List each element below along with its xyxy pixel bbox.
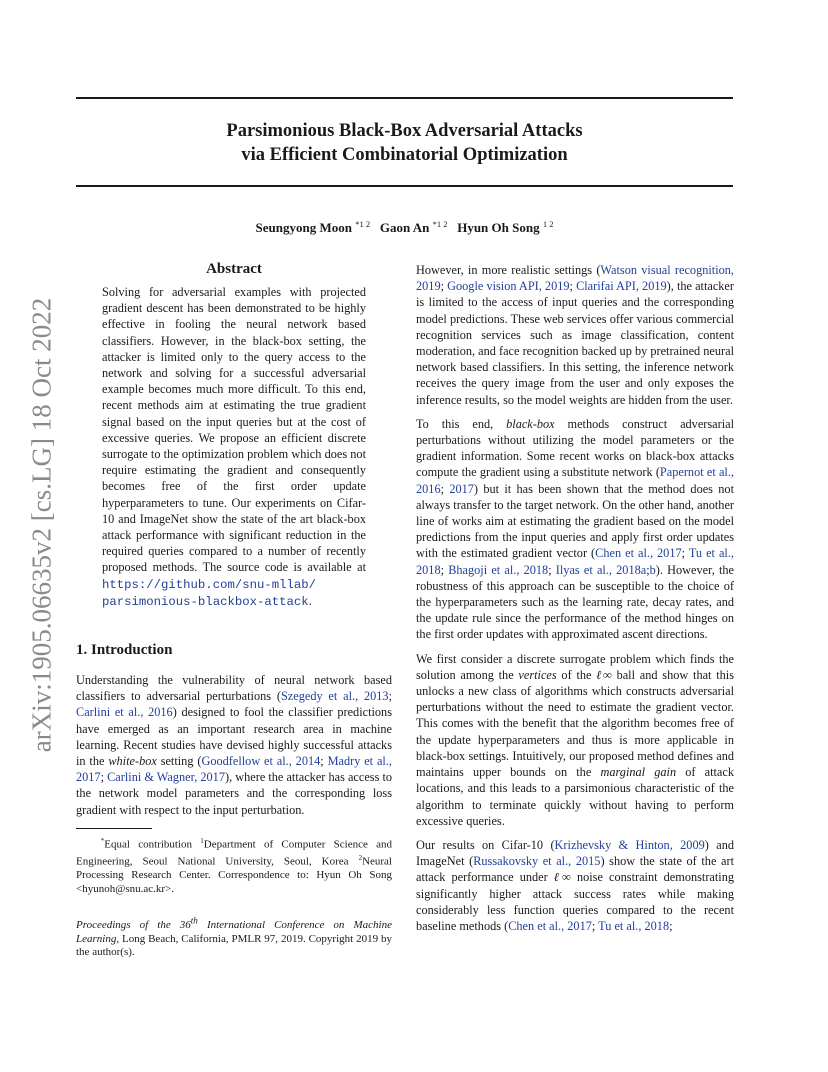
citation-link[interactable]: Carlini & Wagner, 2017 [107, 770, 225, 785]
paragraph-results: Our results on Cifar-10 (Krizhevsky & Hinton, 2009) and ImageNet (Russakovsky et al., 2015) show the state of the art attack performance under ℓ∞ noise constraint demonstrating significantly higher attack success rates while making considerably less function queries compared to the recent baseline methods (Chen et al., 2017; Tu et al., 2018; [416, 837, 735, 933]
title-line-1: Parsimonious Black-Box Adversarial Attacks [226, 121, 583, 141]
author-name: Gaon An [379, 220, 430, 235]
citation-link[interactable]: Goodfellow et al., 2014 [201, 754, 321, 769]
author-marks: *1 2 [432, 219, 448, 229]
footnote: *Equal contribution $^1$Department of Computer Science and Engineering, Seoul National University, Seoul, Korea $^2$Neural Processing Research Center. Correspondence to: Hyun Oh Song <hyunoh@snu.ac.kr>. [76, 836, 392, 895]
citation-link[interactable]: Watson visual recognition, 2019 [416, 263, 734, 294]
citation-link[interactable]: Madry et al., 2017 [76, 754, 392, 785]
citation-link[interactable]: Chen et al., 2017 [595, 546, 682, 561]
citation-link[interactable]: Google vision API, 2019 [447, 279, 570, 294]
abstract-body: Solving for adversarial examples with projected gradient descent has been demonstrated to be highly effective in fooling the neural network based classifiers. However, in the black-box setting, the attacker is limited only to the query access to the network and solving for a successful adversarial example becomes much more difficult. To this end, recent methods aim at estimating the true gradient signal based on the input queries but at the cost of excessive queries. We propose an efficient discrete surrogate to the optimization problem which does not require estimating the gradient and consequently becomes free of the first order update hyperparameters to tune. Our experiments on Cifar-10 and ImageNet show the state of the art black-box attack performance with significant reduction in the required queries compared to a number of recently proposed methods. The source code is available at https://github.com/snu-mllab/ parsimonious-blackbox-attack. [102, 285, 366, 609]
author-marks: *1 2 [355, 219, 371, 229]
citation-link[interactable]: Krizhevsky & Hinton, 2009 [554, 837, 705, 852]
citation-link[interactable]: Tu et al., 2018 [598, 918, 670, 933]
section-heading-introduction: 1. Introduction [76, 642, 173, 659]
citation-link[interactable]: b [649, 562, 656, 577]
citation-link[interactable]: Carlini et al., 2016 [76, 705, 173, 720]
code-link[interactable]: https://github.com/snu-mllab/ parsimonious-blackbox-attack [102, 577, 317, 609]
paragraph-realistic-settings: However, in more realistic settings (Watson visual recognition, 2019; Google vision API, 2019; Clarifai API, 2019), the attacker is limited to the access of input queries and the corresponding model predictions. These web services offer various commercial recognition services such as image classification, content moderation, and face recognition backed up by pretrained neural network based classifiers. In this setting, the inference network receives the query image from the user and only exposes the inference results, so the model weights are hidden from the user. [416, 263, 734, 407]
paragraph-black-box: To this end, black-box methods construct adversarial perturbations without utilizing the model parameters or the gradient information. Some recent works on black-box attacks compute the gradient using a substitute network (Papernot et al., 2016; 2017) but it has been shown that the method does not always transfer to the target network. On the other hand, another line of works aim at estimating the gradient based on the model predictions from the input queries and apply first order updates with the estimated gradient vector (Chen et al., 2017; Tu et al., 2018; Bhagoji et al., 2018; Ilyas et al., 2018a;b). However, the robustness of this approach can be susceptible to the choice of the hyperparameters such as the learning rate, decay rates, and the update rule since the performance of the method hinges on the first order updates with approximated ascent directions. [416, 416, 735, 642]
paper-title [76, 119, 733, 167]
abstract-heading: Abstract [206, 261, 262, 277]
proceedings-note: Proceedings of the 36th International Conference on Machine Learning, Long Beach, California, PMLR 97, 2019. Copyright 2019 by the author(s). [76, 915, 392, 959]
citation-link[interactable]: Szegedy et al., 2013 [280, 689, 389, 704]
intro-paragraph: Understanding the vulnerability of neural network based classifiers to adversarial perturbations (Szegedy et al., 2013; Carlini et al., 2016) designed to fool the classifier predictions have emerged as an important research area in machine learning. Recent studies have devised highly successful attacks in the white-box setting (Goodfellow et al., 2014; Madry et al., 2017; Carlini & Wagner, 2017), where the attacker has access to the network model parameters and the corresponding loss gradient with respect to the input perturbation. [76, 673, 393, 817]
top-rule [76, 97, 733, 99]
citation-link[interactable]: Tu et al., 2018 [416, 546, 734, 577]
citation-link[interactable]: Ilyas et al., 2018a [555, 562, 647, 577]
paragraph-discrete-surrogate: We first consider a discrete surrogate problem which finds the solution among the vertices of the ℓ∞ ball and show that this unlocks a new class of algorithms which constructs adversarial perturbations without the need to estimate the gradient vector. This comes with the benefit that the algorithm becomes free of the update hyperparameters and thus is more applicable in black-box settings. Intuitively, our proposed method defines and maintains upper bounds on the marginal gain of attack locations, and this leads to a parsimonious characteristic of the algorithm to terminate quickly without having to perform excessive queries. [416, 651, 735, 828]
footnote-rule [76, 828, 152, 829]
right-column [416, 262, 734, 942]
author-list [76, 215, 733, 237]
left-column [76, 258, 392, 960]
citation-link[interactable]: Clarifai API, 2019 [576, 279, 667, 294]
citation-link[interactable]: Russakovsky et al., 2015 [473, 854, 601, 869]
citation-link[interactable]: Papernot et al., 2016 [416, 465, 734, 496]
citation-link[interactable]: Chen et al., 2017 [508, 918, 592, 933]
author-name: Hyun Oh Song [457, 220, 540, 235]
title-line-2: via Efficient Combinatorial Optimization [241, 145, 568, 165]
citation-link[interactable]: 2017 [449, 481, 474, 496]
citation-link[interactable]: Bhagoji et al., 2018 [448, 562, 549, 577]
title-bottom-rule [76, 185, 733, 187]
abstract-text: Solving for adversarial examples with projected gradient descent has been demonstrated to be highly effective in fooling the neural network based classifiers. However, in the black-box setting, the attacker is limited only to the query access to the network and solving for a successful adversarial example becomes much more difficult. To this end, recent methods aim at estimating the true gradient signal based on the input queries but at the cost of excessive queries. We propose an efficient discrete surrogate to the optimization problem which does not require estimating the gradient and consequently becomes free of the first order update hyperparameters to tune. Our experiments on Cifar-10 and ImageNet show the state of the art black-box attack performance with significant reduction in the required queries compared to a number of recently proposed methods. The source code is available at [102, 285, 366, 575]
arxiv-stamp: arXiv:1905.06635v2 [cs.LG] 18 Oct 2022 [26, 297, 57, 753]
author-marks: 1 2 [542, 219, 554, 229]
author-name: Seungyong Moon [255, 220, 352, 235]
